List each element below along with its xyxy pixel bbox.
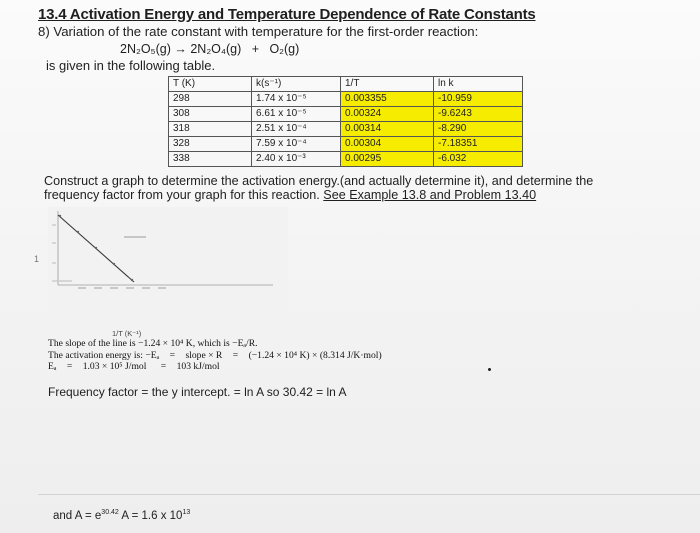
data-point [77,231,79,233]
slope-times-r: slope × R [185,349,223,361]
answer-exponent-2: 13 [182,509,191,516]
instructions-text: Construct a graph to determine the activation energy.(and actually determine it), and determine the frequency factor from your graph for this reaction. [44,174,594,202]
table-header-row [169,77,523,92]
ea-value-kilojoules: 103 kJ/mol [176,361,220,372]
equals: = [169,349,176,361]
data-point [95,247,97,249]
header-ln-k: ln k [434,77,523,92]
y-axis-tick: 1 [34,254,40,264]
table-row [169,92,523,107]
arrhenius-plot [48,207,288,315]
ea-symbol: Eₐ [48,361,57,372]
ea-calculation: (−1.24 × 10⁴ K) × (8.314 J/K·mol) [248,349,382,361]
cell-ln-k: -9.6243 [434,107,523,122]
cell-rate-constant: 2.40 x 10⁻³ [252,152,341,167]
solution-block [48,338,382,373]
cell-temperature: 308 [169,107,252,122]
header-temperature: T (K) [169,77,252,92]
cell-ln-k: -7.18351 [434,137,523,152]
equals: = [160,361,167,372]
cell-temperature: 318 [169,122,252,137]
cell-temperature: 328 [169,137,252,152]
cell-rate-constant: 6.61 x 10⁻⁵ [252,107,341,122]
data-point [59,215,61,217]
cell-rate-constant: 7.59 x 10⁻⁴ [252,137,341,152]
cell-temperature: 298 [169,92,252,107]
cell-inverse-temperature: 0.00295 [341,152,434,167]
equals: = [232,349,239,361]
instructions [44,174,644,202]
header-rate-constant: k(s⁻¹) [252,77,341,92]
reaction-arrow: → [174,42,187,56]
slope-line: The slope of the line is −1.24 × 10⁴ K, which is −Eₐ/R. [48,338,258,349]
table-row [169,152,523,167]
plot-svg [48,207,288,315]
answer-exponent: 30.42 [101,509,119,516]
divider [38,494,700,495]
equals: = [66,361,73,372]
final-answer [53,509,190,522]
x-axis-label: 1/T (K⁻¹) [112,329,142,338]
data-point [113,263,115,265]
table-row [169,137,523,152]
cell-ln-k: -8.290 [434,122,523,137]
answer-part-2: A = 1.6 x 10 [121,509,183,522]
activation-energy-line [48,350,382,362]
cell-rate-constant: 1.74 x 10⁻⁵ [252,92,341,107]
reference-text: See Example 13.8 and Problem 13.40 [323,188,537,202]
product-2: O₂(g) [269,42,300,56]
question-text: 8) Variation of the rate constant with temperature for the first-order reaction: [38,24,479,39]
cell-ln-k: -6.032 [434,152,523,167]
chemical-equation [120,42,299,56]
data-point [131,279,133,281]
ea-value-joules: 1.03 × 10⁵ J/mol [82,361,147,372]
cell-inverse-temperature: 0.003355 [341,92,434,107]
section-title: 13.4 Activation Energy and Temperature Dependence of Rate Constants [38,6,536,23]
header-inverse-temperature: 1/T [341,77,434,92]
activation-energy-result [48,361,382,373]
plot-background [48,207,288,315]
cell-temperature: 338 [169,152,252,167]
reactant: 2N₂O₅(g) [120,42,171,56]
cell-rate-constant: 2.51 x 10⁻⁴ [252,122,341,137]
cell-inverse-temperature: 0.00314 [341,122,434,137]
frequency-factor-line: Frequency factor = the y intercept. = ln A so 30.42 = ln A [48,385,347,399]
ea-label: The activation energy is: −Eₐ [48,349,160,361]
cell-inverse-temperature: 0.00324 [341,107,434,122]
stray-dot [488,368,491,371]
cell-ln-k: -10.959 [434,92,523,107]
product-1: 2N₂O₄(g) [190,42,242,56]
cell-inverse-temperature: 0.00304 [341,137,434,152]
answer-part-1: and A = e [53,509,102,522]
table-row [169,122,523,137]
data-table [168,76,523,167]
given-text: is given in the following table. [46,58,216,73]
plus-sign: + [251,42,260,56]
table-row [169,107,523,122]
